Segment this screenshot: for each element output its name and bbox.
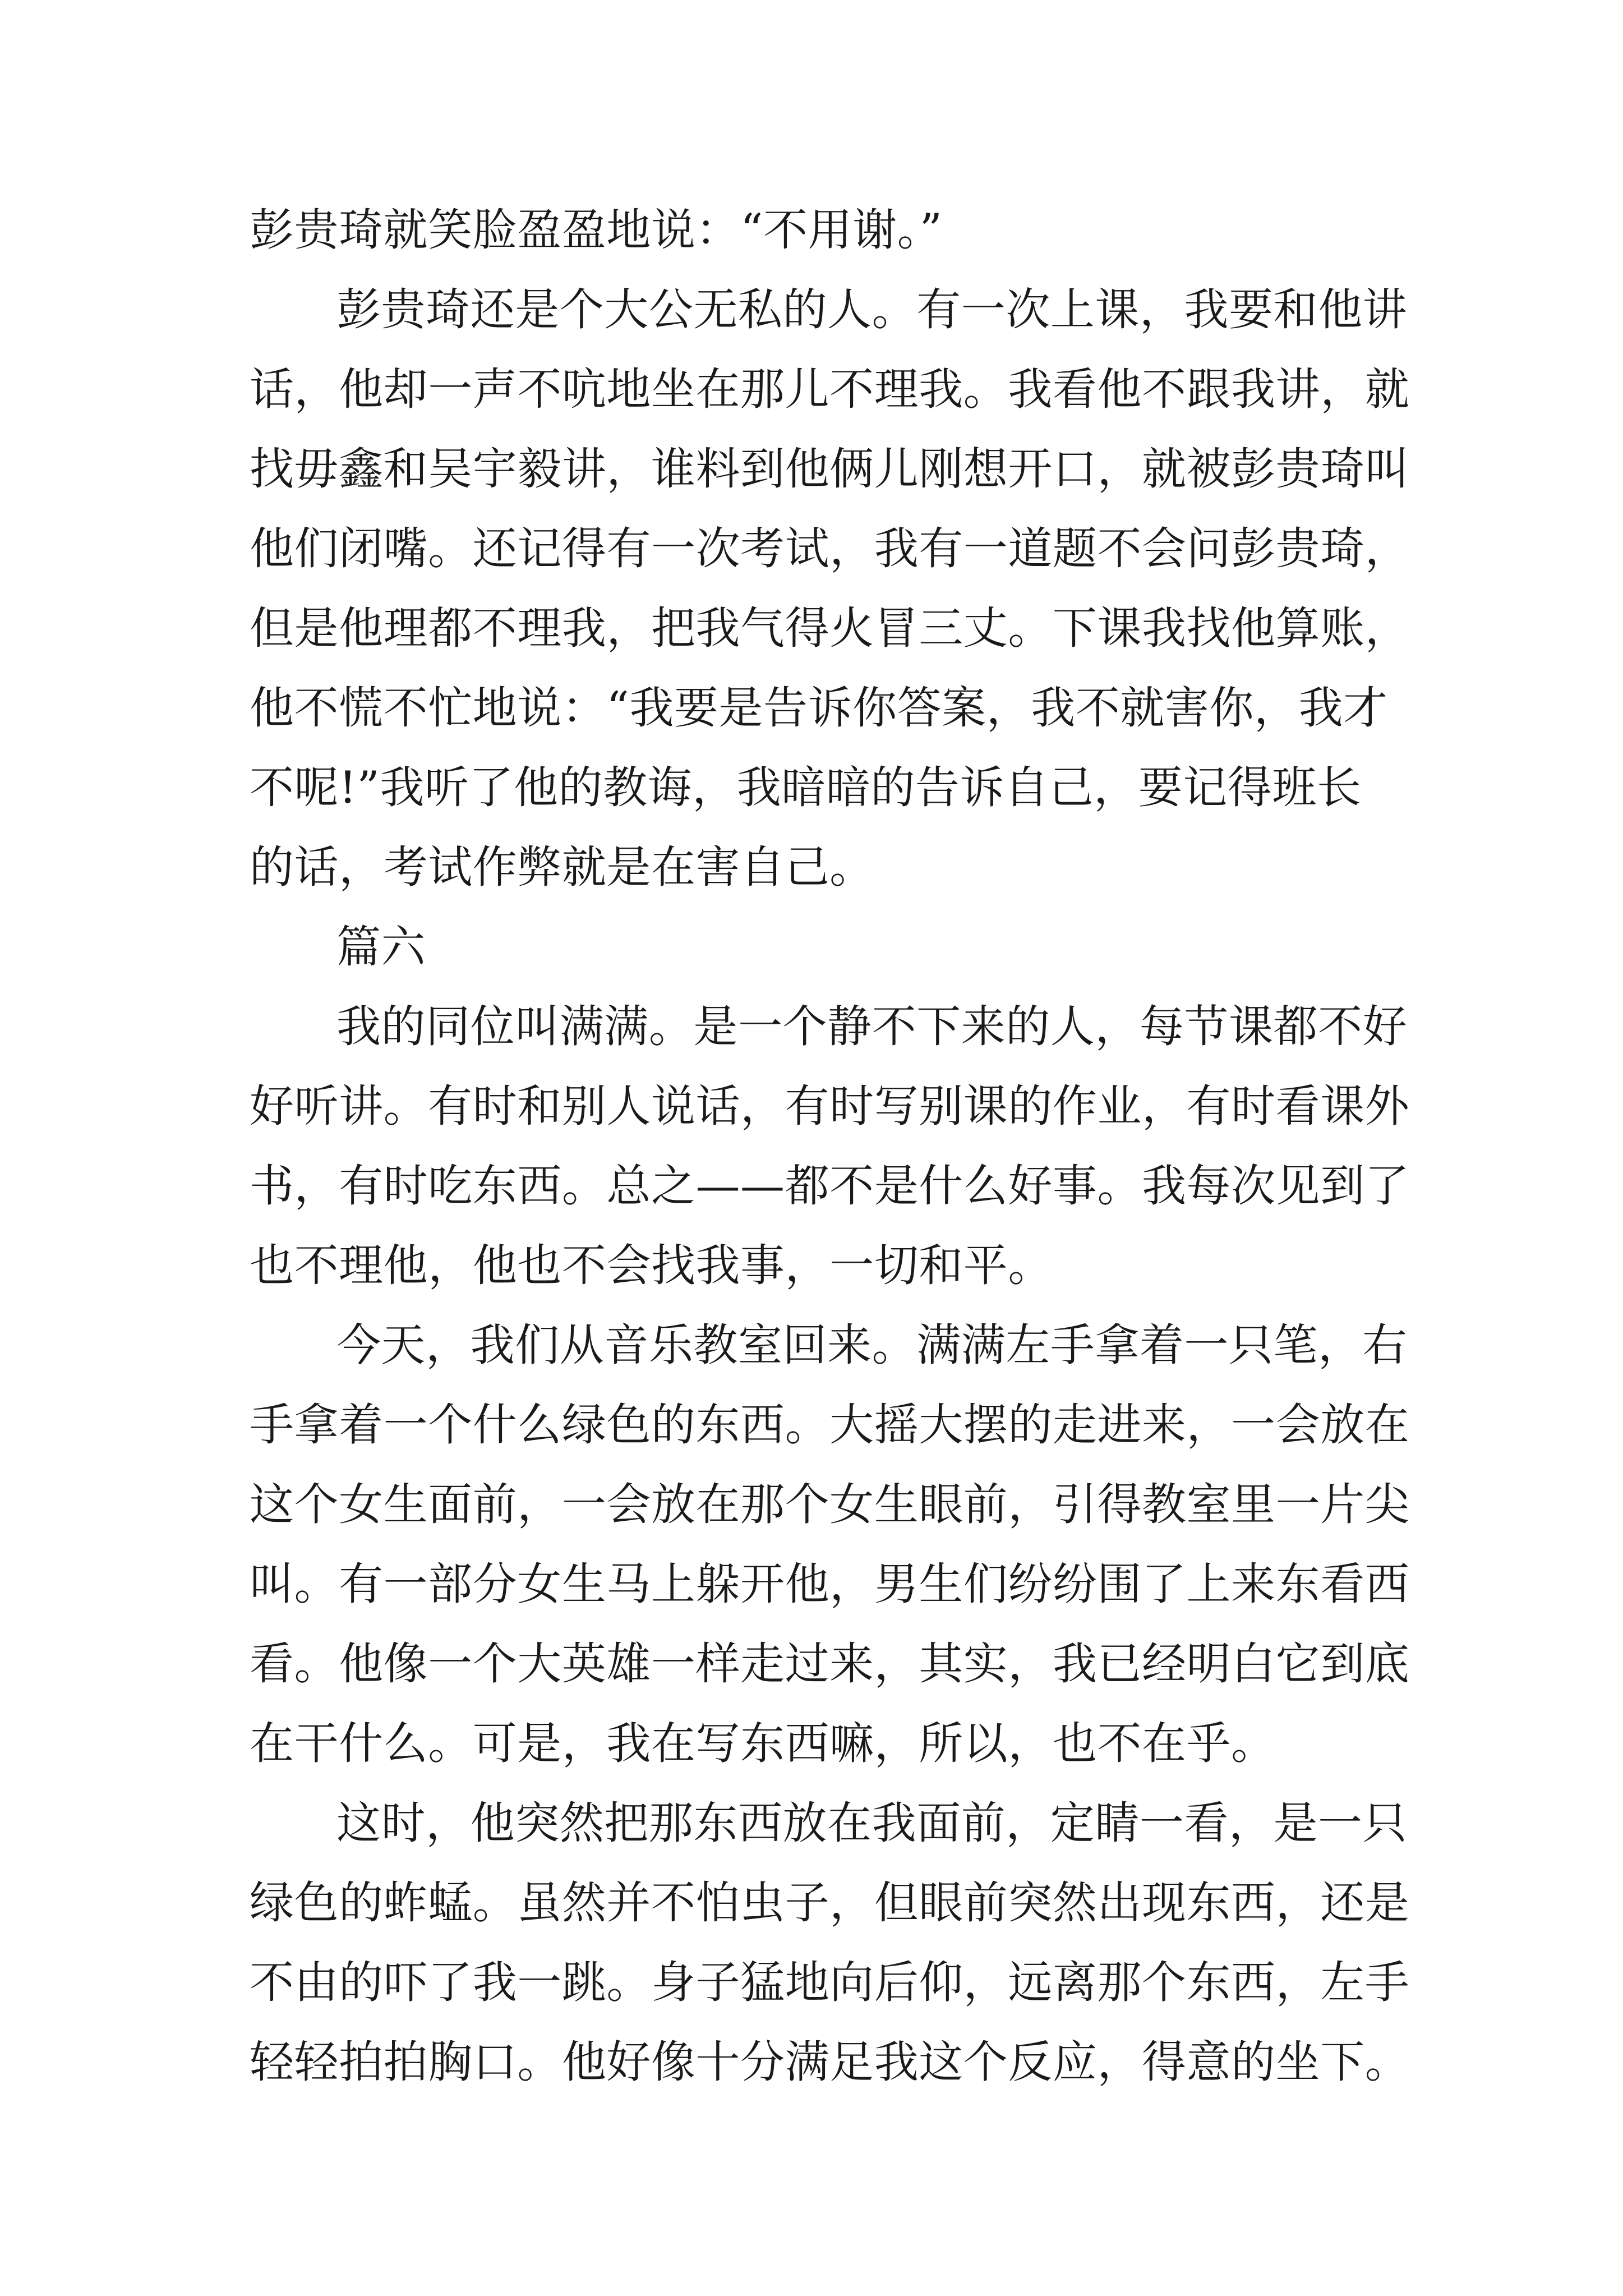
text-line: 轻轻拍拍胸口。他好像十分满足我这个反应，得意的坐下。 <box>250 2036 1410 2088</box>
text-line: 书，有时吃东西。总之——都不是什么好事。我每次见到了 <box>250 1160 1410 1212</box>
text-line: 彭贵琦就笑脸盈盈地说：“不用谢。” <box>250 204 943 256</box>
text-line: 手拿着一个什么绿色的东西。大摇大摆的走进来，一会放在 <box>250 1399 1410 1451</box>
paragraph-start-line: 这时，他突然把那东西放在我面前，定睛一看，是一只 <box>336 1797 1408 1849</box>
paragraph-start-line: 我的同位叫满满。是一个静不下来的人，每节课都不好 <box>336 1001 1408 1052</box>
text-line: 但是他理都不理我，把我气得火冒三丈。下课我找他算账， <box>250 602 1410 654</box>
text-line: 不由的吓了我一跳。身子猛地向后仰，远离那个东西，左手 <box>250 1957 1410 2008</box>
text-line: 他不慌不忙地说：“我要是告诉你答案，我不就害你，我才 <box>250 682 1388 734</box>
paragraph-start-line: 彭贵琦还是个大公无私的人。有一次上课，我要和他讲 <box>336 284 1408 335</box>
text-line: 看。他像一个大英雄一样走过来，其实，我已经明白它到底 <box>250 1638 1410 1690</box>
text-line: 不呢!”我听了他的教诲，我暗暗的告诉自己，要记得班长 <box>250 762 1362 813</box>
text-line: 好听讲。有时和别人说话，有时写别课的作业，有时看课外 <box>250 1080 1410 1132</box>
text-line: 叫。有一部分女生马上躲开他，男生们纷纷围了上来东看西 <box>250 1558 1410 1610</box>
text-line: 他们闭嘴。还记得有一次考试，我有一道题不会问彭贵琦， <box>250 523 1410 574</box>
text-line: 找毋鑫和吴宇毅讲，谁料到他俩儿刚想开口，就被彭贵琦叫 <box>250 443 1410 495</box>
text-line: 话，他却一声不吭地坐在那儿不理我。我看他不跟我讲，就 <box>250 364 1410 415</box>
text-line: 的话，考试作弊就是在害自己。 <box>250 841 874 893</box>
paragraph-start-line: 今天，我们从音乐教室回来。满满左手拿着一只笔，右 <box>336 1319 1408 1371</box>
section-heading: 篇六 <box>336 921 426 973</box>
text-line: 这个女生面前，一会放在那个女生眼前，引得教室里一片尖 <box>250 1479 1410 1530</box>
text-line: 在干什么。可是，我在写东西嘛，所以，也不在乎。 <box>250 1718 1276 1769</box>
text-line: 也不理他，他也不会找我事，一切和平。 <box>250 1240 1053 1291</box>
text-line: 绿色的蚱蜢。虽然并不怕虫子，但眼前突然出现东西，还是 <box>250 1877 1410 1929</box>
